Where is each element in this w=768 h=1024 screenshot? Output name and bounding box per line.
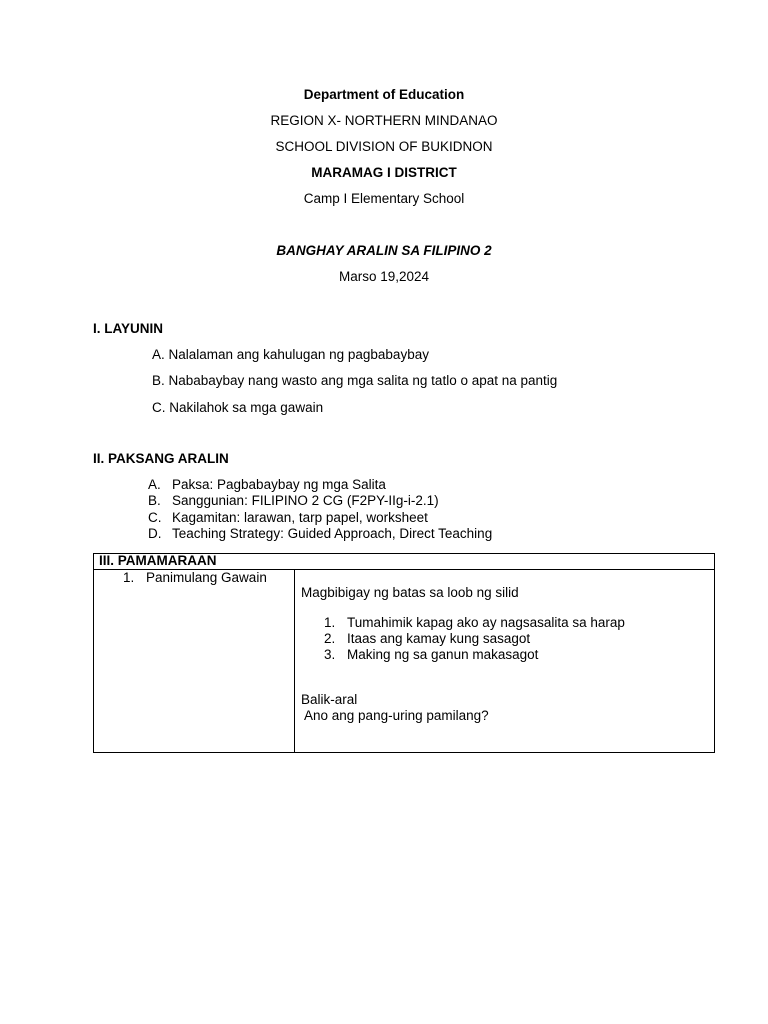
table-column-divider	[294, 569, 295, 752]
lesson-date: Marso 19,2024	[338, 269, 430, 284]
list-marker: C.	[148, 510, 162, 525]
step-marker: 1.	[123, 570, 135, 585]
rule-text: Making ng sa ganun makasagot	[347, 647, 539, 662]
paksang-aralin-heading: II. PAKSANG ARALIN	[93, 451, 229, 466]
list-marker: D.	[148, 526, 162, 541]
division-line: SCHOOL DIVISION OF BUKIDNON	[275, 139, 493, 154]
layunin-item: A. Nalalaman ang kahulugan ng pagbabaybay	[152, 347, 429, 362]
layunin-item: B. Nababaybay nang wasto ang mga salita ng tatlo o apat na pantig	[152, 373, 558, 388]
department-title: Department of Education	[303, 87, 465, 102]
paksang-aralin-item	[148, 477, 386, 492]
rule-marker: 1.	[324, 615, 336, 630]
list-marker: A.	[148, 477, 161, 492]
layunin-item: C. Nakilahok sa mga gawain	[152, 400, 324, 415]
rule-text: Itaas ang kamay kung sasagot	[347, 631, 531, 646]
paksang-aralin-item	[148, 510, 428, 525]
rule-text: Tumahimik kapag ako ay nagsasalita sa harap	[347, 615, 625, 630]
school-line: Camp I Elementary School	[303, 191, 465, 206]
list-text: Kagamitan: larawan, tarp papel, worksheet	[172, 510, 428, 525]
rules-intro: Magbibigay ng batas sa loob ng silid	[301, 585, 519, 600]
list-marker: B.	[148, 493, 161, 508]
balik-aral-label: Balik-aral	[301, 692, 358, 707]
paksang-aralin-item	[148, 493, 439, 508]
pamamaraan-table	[93, 553, 715, 753]
list-text: Teaching Strategy: Guided Approach, Direct Teaching	[172, 526, 493, 541]
list-text: Sanggunian: FILIPINO 2 CG (F2PY-IIg-i-2.1)	[172, 493, 439, 508]
pamamaraan-heading: III. PAMAMARAAN	[99, 553, 217, 568]
region-line: REGION X- NORTHERN MINDANAO	[270, 113, 498, 128]
step-label: Panimulang Gawain	[146, 570, 267, 585]
district-line: MARAMAG I DISTRICT	[311, 165, 457, 180]
paksang-aralin-item	[148, 526, 492, 541]
layunin-heading: I. LAYUNIN	[93, 321, 164, 336]
rule-marker: 3.	[324, 647, 336, 662]
balik-aral-question: Ano ang pang-uring pamilang?	[301, 708, 489, 723]
list-text: Paksa: Pagbabaybay ng mga Salita	[172, 477, 386, 492]
lesson-plan-title: BANGHAY ARALIN SA FILIPINO 2	[276, 243, 492, 258]
rule-marker: 2.	[324, 631, 336, 646]
